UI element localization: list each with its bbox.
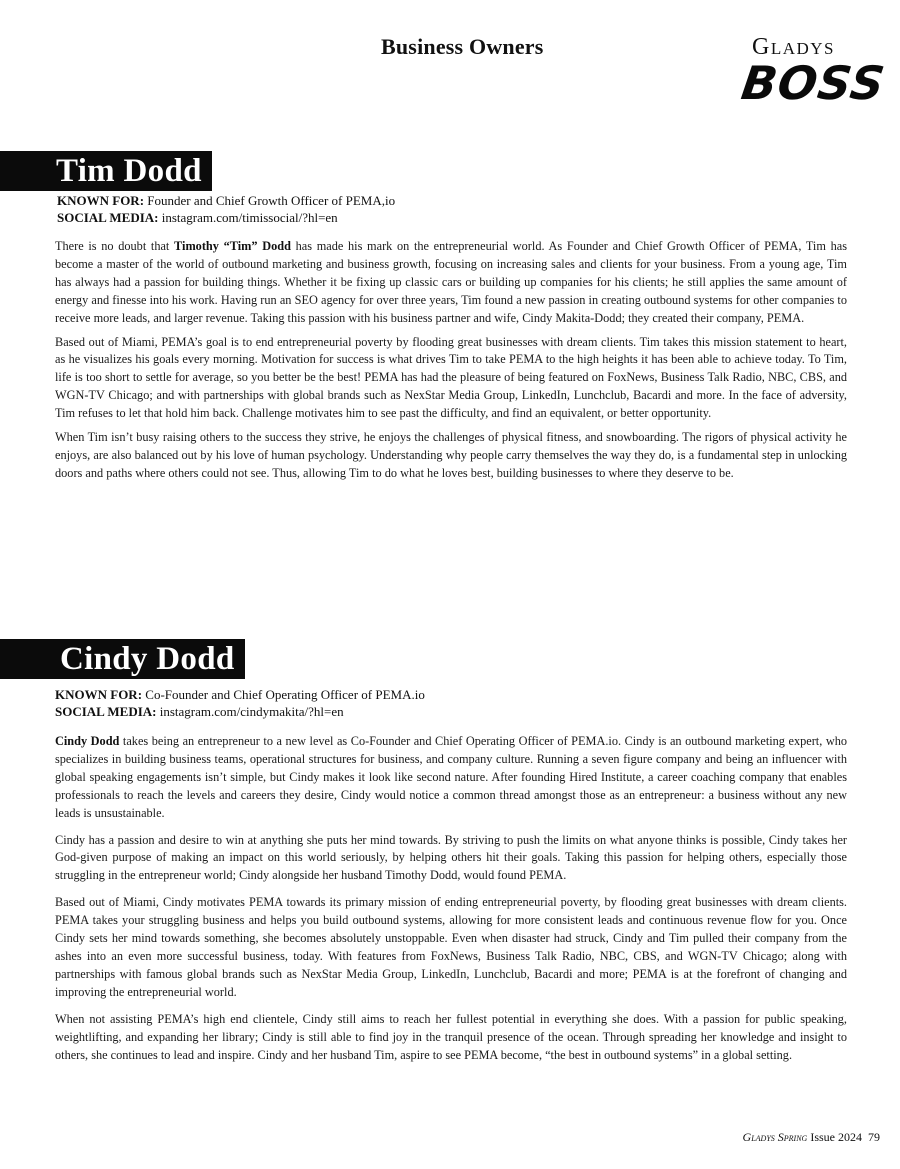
profile-meta bbox=[57, 192, 395, 226]
body-paragraph: Based out of Miami, PEMA’s goal is to end entrepreneurial poverty by flooding great businesses with dream clients. Tim takes this mission statement to heart, as he visualizes his goals every morning. Motivation for success is what drives Tim to take PEMA to the high heights it has been able to achieve today. To Tim, life is too short to settle for average, so you better be the best! PEMA has had the pleasure of being featured on FoxNews, Business Talk Radio, NBC, CBS, and WGN-TV Chicago; and with partnerships with global brands such as NexStar Media Group, LinkedIn, Lunchclub, Bacardi and more. In the face of adversity, Tim refuses to let that hold him back. Challenge motivates him to see past the difficulty, and find an equivalent, or better opportunity. bbox=[55, 334, 847, 421]
known-for-line: KNOWN FOR: Co-Founder and Chief Operating Officer of PEMA.io bbox=[55, 687, 425, 702]
page-number: 79 bbox=[868, 1130, 880, 1144]
profile-body bbox=[55, 733, 847, 1070]
profile-name-banner: Tim Dodd bbox=[0, 151, 212, 191]
body-paragraph: Based out of Miami, Cindy motivates PEMA towards its primary mission of ending entrepreneurial poverty, by flooding great businesses with dream clients. PEMA takes your struggling business and helps you build outbound systems, allowing for more consistent leads and continuous revenue flow for you. Once Cindy sets her mind towards something, she becomes absolutely unstoppable. Even when disaster had struck, Cindy and Tim pulled their company from the ashes into an even more successful business, today. With features from FoxNews, Business Talk Radio, NBC, CBS, and WGN-TV Chicago; along with partnerships with famous global brands such as NexStar Media Group, LinkedIn, Lunchclub, Bacardi and more; PEMA is at the forefront of changing and improving the entrepreneurial world. bbox=[55, 895, 847, 999]
body-paragraph: When not assisting PEMA’s high end clientele, Cindy still aims to reach her fullest potential in everything she does. With a passion for public speaking, weightlifting, and expanding her library; Cindy is still able to find joy in the tranquil presence of the ocean. Through spreading her knowledge and insight to others, she continues to lead and inspire. Cindy and her husband Tim, aspire to see PEMA become, “the best in outbound systems” in a global setting. bbox=[55, 1011, 847, 1062]
page-footer bbox=[743, 1130, 880, 1145]
known-for-line: KNOWN FOR: Founder and Chief Growth Officer of PEMA,io bbox=[57, 193, 396, 208]
footer-magazine-name: Gladys Spring bbox=[742, 1130, 808, 1144]
body-paragraph: When Tim isn’t busy raising others to the success they strive, he enjoys the challenges of physical fitness, and snowboarding. The rigors of physical activity he enjoys, are also balanced out by his love of human psychology. Understanding why people carry themselves the way they do, is a fundamental step in unlocking doors and paths where others could not see. Thus, allowing Tim to do what he loves best, building businesses to where they deserve to be. bbox=[55, 430, 847, 480]
profile-meta bbox=[55, 686, 425, 720]
body-paragraph: There is no doubt that Timothy “Tim” Dodd has made his mark on the entrepreneurial world. As Founder and Chief Growth Officer of PEMA, Tim has become a master of the world of outbound marketing and business growth, focusing on increasing sales and clients for your business. From a young age, Tim has always had a passion for building things. Whether it be fixing up classic cars or building up companies for his clients; he still applies the same amount of energy and finesse into his work. Having run an SEO agency for over three years, Tim found a new passion in creating outbound systems for other companies to receive more leads, and larger revenue. Taking this passion with his business partner and wife, Cindy Makita-Dodd; they created their company, PEMA. bbox=[55, 239, 847, 325]
section-title: Business Owners bbox=[381, 34, 544, 59]
profile-name-banner: Cindy Dodd bbox=[0, 639, 245, 679]
gladys-boss-logo bbox=[738, 34, 889, 114]
profile-body bbox=[55, 238, 847, 489]
logo-wordmark-boss: BOSS bbox=[738, 56, 889, 110]
body-paragraph: Cindy has a passion and desire to win at anything she puts her mind towards. By striving to push the limits on what anyone thinks is possible, Cindy takes her God-given purpose of making an impact on this world seriously, by helping others hit their goals. Taking this passion for helping others, especially those struggling in the entrepreneur world; Cindy alongside her husband Timothy Dodd, would found PEMA. bbox=[55, 832, 847, 883]
social-media-line: SOCIAL MEDIA: instagram.com/timissocial/?hl=en bbox=[57, 210, 338, 225]
footer-issue: Issue 2024 bbox=[807, 1130, 862, 1144]
logo-wordmark-gladys: GLADYS bbox=[752, 34, 836, 60]
social-media-line: SOCIAL MEDIA: instagram.com/cindymakita/?hl=en bbox=[55, 704, 344, 719]
body-paragraph: Cindy Dodd takes being an entrepreneur to a new level as Co-Founder and Chief Operating Officer of PEMA.io. Cindy is an outbound marketing expert, who specializes in building business teams, operational structures for business, and company culture. Running a seven figure company and being an influencer with global speaking engagements isn’t simple, but Cindy makes it look like second nature. After founding Hired Institute, a career coaching company that enables professionals to reach the levels and careers they desire, Cindy would notice a common thread amongst those as an entrepreneur: a business without any new leads is unsustainable. bbox=[55, 734, 848, 820]
